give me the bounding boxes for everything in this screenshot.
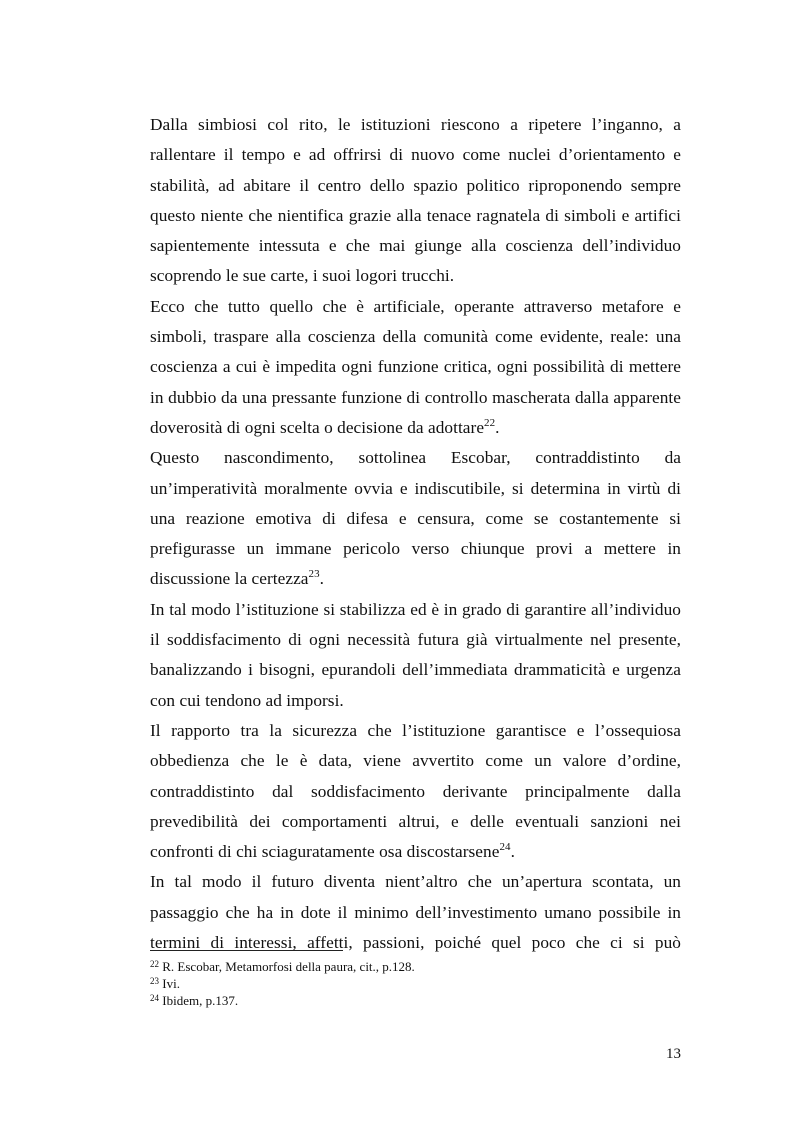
paragraph-end-punctuation: . [319,569,325,589]
footnote [150,992,681,1009]
footnotes [150,958,681,1009]
footnote-number: 22 [150,959,159,969]
paragraph-end-punctuation: . [495,417,500,437]
paragraph [150,716,681,867]
footnote-text: R. Escobar, Metamorfosi della paura, cit., p.128. [162,959,415,974]
paragraph-text: In tal modo l’istituzione si stabilizza ed è in grado di garantire all’individuo il soddisfacimento di ogni necessità futura già virtualmente nel presente, banalizzando i bisogni, epurandoli dell’immediata drammaticità e urgenza con cui tendono ad imporsi. [150,599,681,710]
footnote-text: Ibidem, p.137. [162,993,239,1008]
footnote-text: Ivi. [162,976,180,991]
paragraph-text: Ecco che tutto quello che è artificiale, operante attraverso metafore e simboli, traspare alla coscienza della comunità come evidente, reale: una coscienza a cui è impedita ogni funzione critica, ogni possibilità di mettere in dubbio da una pressante funzione di controllo mascherata dalla apparente doverosità di ogni scelta o decisione da adottare [150,296,681,437]
paragraph [150,292,681,443]
footnote-number: 23 [150,976,159,986]
footnote-reference[interactable]: 23 [308,568,320,581]
page-number: 13 [666,1046,681,1062]
footnote [150,975,681,992]
body-text [150,110,681,958]
paragraph [150,595,681,716]
paragraph-text: Il rapporto tra la sicurezza che l’istituzione garantisce e l’ossequiosa obbedienza che le è data, viene avvertito come un valore d’ordine, contraddistinto dal soddisfacimento derivante principalmente dalla prevedibilità dei comportamenti altrui, e delle eventuali sanzioni nei confronti di chi sciaguratamente osa discostarsene [150,720,681,862]
footnote-separator [150,950,343,951]
paragraph [150,110,681,292]
paragraph-end-punctuation: . [510,842,515,862]
footnote [150,958,681,975]
paragraph [150,443,681,594]
paragraph-text: Dalla simbiosi col rito, le istituzioni riescono a ripetere l’inganno, a rallentare il tempo e ad offrirsi di nuovo come nuclei d’orientamento e stabilità, ad abitare il centro dello spazio politico riproponendo sempre questo niente che nientifica grazie alla tenace ragnatela di simboli e artifici sapientemente intessuta e che mai giunge alla coscienza dell’individuo scoprendo le sue carte, i suoi logori trucchi. [150,115,681,286]
paragraph-text: In tal modo il futuro diventa nient’altro che un’apertura scontata, un passaggio che ha in dote il minimo dell’investimento umano possibile in termini di interessi, affetti, passioni, poiché quel poco che ci si può [150,872,681,953]
paragraph [150,867,681,958]
footnote-reference[interactable]: 22 [484,416,496,429]
paragraph-text: Questo nascondimento, sottolinea Escobar, contraddistinto da un’imperatività moralmente ovvia e indiscutibile, si determina in virtù di una reazione emotiva di difesa e censura, come se costantemente si prefigurasse un immane pericolo verso chiunque provi a mettere in discussione la certezza [150,448,681,589]
footnote-reference[interactable]: 24 [499,841,511,854]
footnote-number: 24 [150,993,159,1003]
